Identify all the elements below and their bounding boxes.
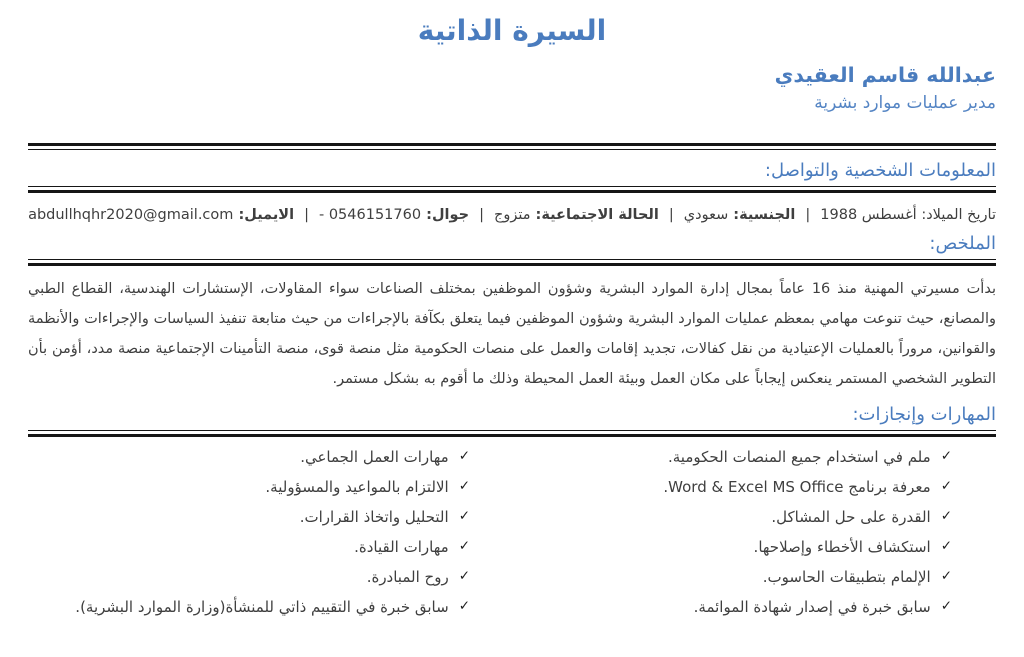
- skill-text: التحليل واتخاذ القرارات.: [299, 508, 449, 527]
- info-label: الحالة الاجتماعية:: [530, 206, 659, 223]
- skill-text: مهارات العمل الجماعي.: [300, 448, 449, 467]
- skills-columns: [28, 447, 996, 627]
- section-heading-summary: الملخص:: [929, 232, 996, 254]
- check-icon: ✓: [458, 478, 470, 495]
- skill-item: [514, 567, 952, 589]
- check-icon: ✓: [940, 478, 952, 495]
- skill-item: [514, 597, 952, 619]
- skill-item: [32, 597, 470, 619]
- skill-text: سابق خبرة في إصدار شهادة الموائمة.: [693, 598, 931, 617]
- skill-text: ملم في استخدام جميع المنصات الحكومية.: [668, 448, 931, 467]
- skills-list-right: [498, 447, 996, 627]
- skill-item: [32, 567, 470, 589]
- info-item: [28, 207, 294, 223]
- check-icon: ✓: [458, 568, 470, 585]
- info-label: الجنسية:: [728, 206, 796, 223]
- info-suffix: -: [318, 206, 329, 223]
- skill-item: [514, 537, 952, 559]
- info-separator: |: [668, 206, 674, 223]
- check-icon: ✓: [940, 448, 952, 465]
- divider-header: [28, 143, 996, 150]
- info-label: الايميل:: [233, 206, 295, 223]
- job-title: مدير عمليات موارد بشرية: [814, 93, 996, 114]
- check-icon: ✓: [458, 448, 470, 465]
- header-block: [28, 62, 996, 115]
- personal-info-line: [28, 207, 996, 223]
- check-icon: ✓: [458, 598, 470, 615]
- section-skills: [28, 403, 996, 627]
- skill-item: [32, 447, 470, 469]
- skill-item: [514, 447, 952, 469]
- divider-personal-info: [28, 186, 996, 193]
- section-summary: [28, 232, 996, 394]
- check-icon: ✓: [940, 598, 952, 615]
- section-heading-personal-info: المعلومات الشخصية والتواصل:: [764, 159, 996, 181]
- info-item: [494, 207, 659, 223]
- summary-text: بدأت مسيرتي المهنية منذ 16 عاماً بمجال إدارة الموارد البشرية وشؤون الموظفين بمختلف الصناعات سواء المقاولات، الإستشارات الهندسية، القطاع الطبي والمصانع، حيث تنوعت مهامي بمعظم عمليات الموارد البشرية وشؤون الموظفين فيما يتعلق بكآفة بالإجراءات من حيث متابعة تنفيذ السياسات والإجراءات والأنظمة والقوانين، مروراً بالعمليات الإعتيادية من نقل كفالات، تجديد إقامات والعمل على منصات الحكومية مثل منصة قوى، منصة التأمينات الإجتماعية منصة مدد، أؤمن بأن التطوير الشخصي المستمر ينعكس إيجاباً على مكان العمل وبيئة العمل المحيطة وذلك ما أقوم به بشكل مستمر.: [28, 281, 996, 388]
- section-personal-info: [28, 159, 996, 223]
- skill-item: [32, 537, 470, 559]
- info-separator: |: [805, 206, 811, 223]
- check-icon: ✓: [940, 508, 952, 525]
- info-value: 0546151760: [328, 206, 422, 223]
- check-icon: ✓: [940, 568, 952, 585]
- info-separator: |: [479, 206, 484, 223]
- skill-item: [514, 507, 952, 529]
- skill-text: الالتزام بالمواعيد والمسؤولية.: [265, 478, 449, 497]
- skill-item: [32, 477, 470, 499]
- info-value: abdullhqhr2020@gmail.com: [28, 206, 234, 223]
- skill-text: استكشاف الأخطاء وإصلاحها.: [753, 538, 931, 557]
- skill-text: معرفة برنامج Word & Excel MS Office.: [663, 478, 931, 497]
- page-title: السيرة الذاتية: [417, 14, 607, 47]
- section-heading-skills: المهارات وإنجازات:: [852, 404, 996, 426]
- skill-text: القدرة على حل المشاكل.: [771, 508, 931, 527]
- info-value: سعودي: [683, 206, 729, 223]
- info-label: تاريخ الميلاد:: [916, 206, 996, 223]
- info-label: جوال:: [421, 206, 470, 223]
- check-icon: ✓: [940, 538, 952, 555]
- check-icon: ✓: [458, 508, 470, 525]
- info-item: [820, 207, 996, 223]
- skill-item: [514, 477, 952, 499]
- divider-skills: [28, 430, 996, 437]
- info-separator: |: [304, 206, 309, 223]
- check-icon: ✓: [458, 538, 470, 555]
- info-value: أغسطس 1988: [820, 206, 917, 223]
- info-item: [684, 207, 796, 223]
- skill-text: مهارات القيادة.: [354, 538, 449, 557]
- info-item: [319, 207, 469, 223]
- skill-text: سابق خبرة في التقييم ذاتي للمنشأة(وزارة الموارد البشرية).: [75, 598, 449, 617]
- skill-text: روح المبادرة.: [366, 568, 449, 587]
- person-name: عبدالله قاسم العقيدي: [774, 62, 996, 87]
- info-value: متزوج: [493, 206, 531, 223]
- divider-summary: [28, 259, 996, 266]
- skill-text: الإلمام بتطبيقات الحاسوب.: [762, 568, 931, 587]
- skill-item: [32, 507, 470, 529]
- skills-list-left: [28, 447, 498, 627]
